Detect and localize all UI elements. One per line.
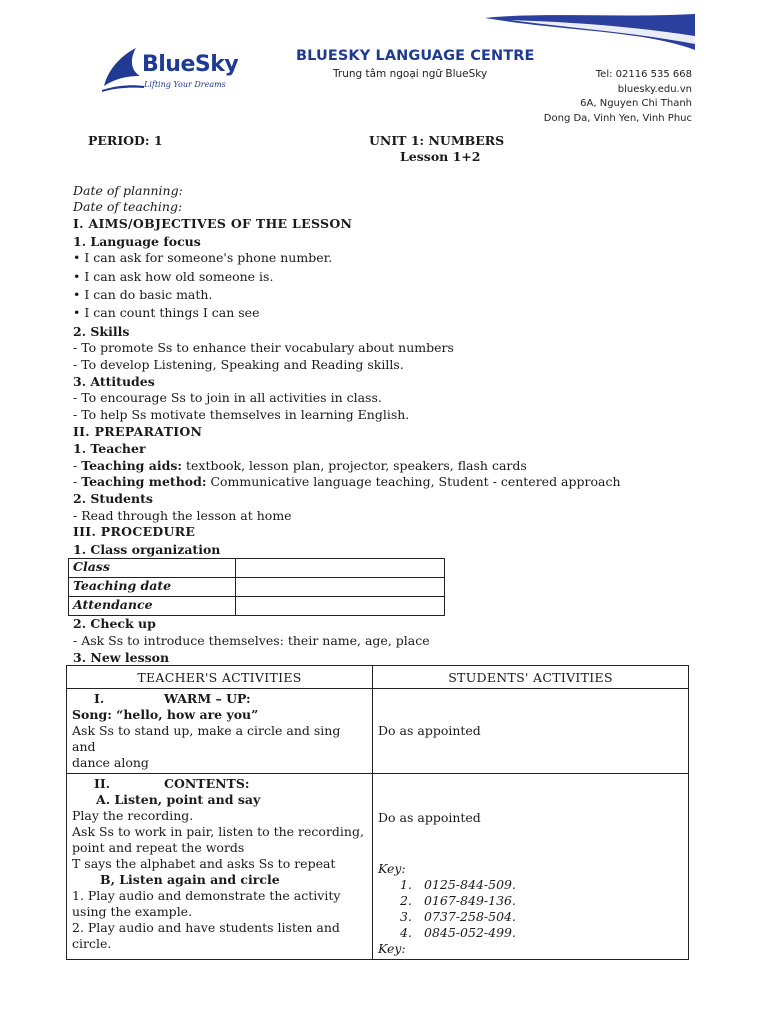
class-organization-table	[68, 558, 445, 616]
warmup-student-cell	[373, 689, 689, 774]
period-label: PERIOD: 1	[88, 133, 163, 148]
activity-line: point and repeat the words	[72, 840, 245, 855]
key-item: 3. 0737-258-504.	[400, 909, 516, 924]
teacher-activities-header: TEACHER'S ACTIVITIES	[67, 666, 373, 689]
activity-line: circle.	[72, 936, 112, 951]
warmup-song: Song: “hello, how are you”	[72, 707, 259, 722]
activity-line: T says the alphabet and asks Ss to repeat	[72, 856, 336, 871]
section-preparation-title: II. PREPARATION	[73, 424, 203, 439]
lang-focus-item: • I can do basic math.	[73, 287, 213, 302]
sail-icon	[100, 46, 144, 94]
letterhead	[0, 0, 768, 130]
warmup-student-text: Do as appointed	[378, 723, 481, 738]
date-of-teaching: Date of teaching:	[73, 199, 183, 214]
logo-wordmark: BlueSky	[142, 52, 239, 77]
key-label: Key:	[378, 941, 406, 956]
section-procedure-title: III. PROCEDURE	[73, 524, 196, 539]
lang-focus-item: • I can count things I can see	[73, 305, 260, 320]
teaching-method-value: Communicative language teaching, Student - centered approach	[206, 474, 621, 489]
logo-tagline: Lifting Your Dreams	[144, 80, 226, 89]
contents-student-text: Do as appointed	[378, 810, 481, 825]
contact-phone: Tel: 02116 535 668	[595, 69, 692, 80]
contents-teacher-cell	[67, 774, 373, 960]
warmup-text: dance along	[72, 755, 149, 770]
teaching-method-label: Teaching method:	[81, 474, 207, 489]
key-label: Key:	[378, 861, 406, 876]
teaching-aids-value: textbook, lesson plan, projector, speakers, flash cards	[182, 458, 527, 473]
teaching-date-row-value	[236, 578, 445, 597]
students-activities-header: STUDENTS' ACTIVITIES	[373, 666, 689, 689]
activity-line: Ask Ss to work in pair, listen to the recording,	[72, 824, 364, 839]
activities-table	[66, 665, 689, 960]
students-item: - Read through the lesson at home	[73, 508, 292, 523]
section-aims-title: I. AIMS/OBJECTIVES OF THE LESSON	[73, 216, 353, 231]
warmup-heading	[72, 691, 367, 707]
students-title: 2. Students	[73, 491, 153, 506]
contact-block	[544, 68, 692, 126]
warmup-text: Ask Ss to stand up, make a circle and sing and	[72, 723, 341, 754]
skills-item: - To develop Listening, Speaking and Reading skills.	[73, 357, 404, 372]
activity-line: 2. Play audio and have students listen and	[72, 920, 340, 935]
teaching-aids-label: Teaching aids:	[81, 458, 182, 473]
skills-item: - To promote Ss to enhance their vocabulary about numbers	[73, 340, 454, 355]
skills-title: 2. Skills	[73, 324, 130, 339]
contents-student-cell	[373, 774, 689, 960]
language-focus-title: 1. Language focus	[73, 234, 201, 249]
activity-line: using the example.	[72, 904, 193, 919]
lang-focus-item: • I can ask for someone's phone number.	[73, 250, 333, 265]
contents-number: II.	[94, 776, 111, 791]
key-item: 2. 0167-849-136.	[400, 893, 516, 908]
teaching-method: - Teaching method: Communicative language teaching, Student - centered approach	[73, 474, 621, 489]
warmup-number: I.	[94, 691, 105, 706]
listen-point-say-heading: A. Listen, point and say	[96, 792, 261, 807]
check-up-item: - Ask Ss to introduce themselves: their name, age, place	[73, 633, 430, 648]
attendance-row-label: Attendance	[69, 597, 236, 616]
unit-title: UNIT 1: NUMBERS	[369, 133, 505, 148]
bluesky-logo	[100, 46, 250, 96]
attitudes-item: - To help Ss motivate themselves in learning English.	[73, 407, 410, 422]
new-lesson-title: 3. New lesson	[73, 650, 170, 665]
lang-focus-item: • I can ask how old someone is.	[73, 269, 274, 284]
warmup-teacher-cell	[67, 689, 373, 774]
activity-line: 1. Play audio and demonstrate the activity	[72, 888, 341, 903]
attendance-row-value	[236, 597, 445, 616]
contents-title: CONTENTS:	[164, 776, 250, 791]
activity-line: Play the recording.	[72, 808, 194, 823]
class-organization-title: 1. Class organization	[73, 542, 221, 557]
warmup-title: WARM – UP:	[164, 691, 251, 706]
class-row-value	[236, 559, 445, 578]
key-item: 4. 0845-052-499.	[400, 925, 516, 940]
centre-name: BLUESKY LANGUAGE CENTRE	[296, 48, 535, 64]
attitudes-item: - To encourage Ss to join in all activities in class.	[73, 390, 382, 405]
contents-heading	[72, 776, 367, 792]
listen-again-circle-heading: B, Listen again and circle	[100, 872, 280, 887]
class-row-label: Class	[69, 559, 236, 578]
contact-address-1: 6A, Nguyen Chi Thanh	[580, 98, 692, 109]
teaching-aids: - Teaching aids: textbook, lesson plan, projector, speakers, flash cards	[73, 458, 527, 473]
contact-address-2: Dong Da, Vinh Yen, Vinh Phuc	[543, 112, 692, 124]
date-of-planning: Date of planning:	[73, 183, 183, 198]
attitudes-title: 3. Attitudes	[73, 374, 155, 389]
teacher-title: 1. Teacher	[73, 441, 146, 456]
contact-website: bluesky.edu.vn	[617, 83, 692, 95]
key-item: 1. 0125-844-509.	[400, 877, 516, 892]
check-up-title: 2. Check up	[73, 616, 156, 631]
lesson-title: Lesson 1+2	[400, 149, 481, 164]
centre-subtitle: Trung tâm ngoại ngữ BlueSky	[333, 68, 488, 80]
teaching-date-row-label: Teaching date	[69, 578, 236, 597]
